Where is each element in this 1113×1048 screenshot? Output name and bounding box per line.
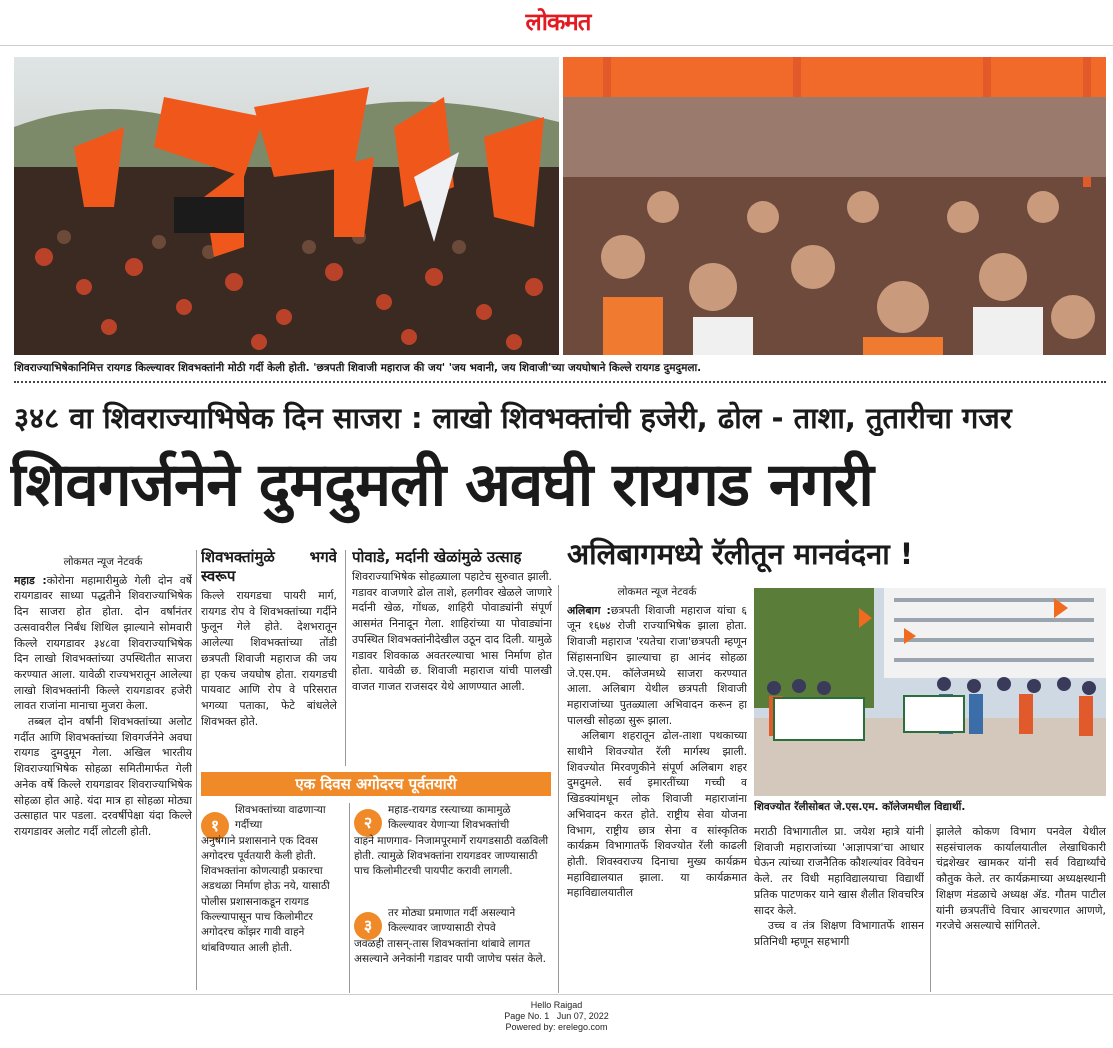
story-paragraph: तब्बल दोन वर्षांनी शिवभक्तांच्या अलोट गर्दीत आणि शिवभक्तांच्या शिवगर्जनेने अवघा रायगड दुमदुमून गेला. अखिल भारतीय शिवराज्याभिषेक सोहळा समितीमार्फत गेली अनेक वर्षे किल्ले रायगडावर शिवराज्याभिषेक सोहळा होत आहे. यंदा मात्र हा सोहळा मोठ्या उत्साहात पार पडला. दरवर्षीपेक्षा यंदा किल्ले रायगडावर अलोट गर्दी लोटली होती. (14, 715, 192, 838)
dateline: अलिबाग : (567, 603, 611, 617)
rally-illustration (754, 588, 1106, 796)
preparation-banner: एक दिवस अगोदरच पूर्वतयारी (201, 772, 551, 796)
story-paragraph: झालेले कोकण विभाग पनवेल येथील सहसंचालक कार्यालयातील लेखाधिकारी चंद्रशेखर खामकर यांनी सर्व विद्यार्थ्यांचे कौतुक केले. तर कार्यक्रमाच्या अध्यक्षस्थानी शिक्षण मंडळाचे अध्यक्ष ॲड. गौतम पाटील यांनी छत्रपतींचे विचार आचरणात आणणे, गरजेचे असल्याचे सांगितले. (936, 825, 1106, 933)
story-paragraph: मराठी विभागातील प्रा. जयेश म्हात्रे यांनी शिवाजी महाराजांच्या 'आज्ञापत्रा'चा आधार घेऊन त्यांच्या राजनैतिक कौशल्यांवर विवेचन केले. तर विधी महाविद्यालयाचा विद्यार्थी प्रतिक पाटणकर याने खास शैलीत शिवचरित्र सादर केले. (754, 825, 924, 917)
story-paragraph: अलिबाग शहरातून ढोल-ताशा पथकाच्या साथीने शिवज्योत रॅली मार्गस्थ झाली. शिवज्योत मिरवणुकीने संपूर्ण अलिबाग शहर दुमदुमले. सर्व इमारतींच्या गच्ची व खिडक्यांमधून लोक शिवाजी महाराजांना अभिवादन करत होते. राष्ट्रीय सेवा योजना विभाग, राष्ट्रीय छात्र सेना व सांस्कृतिक कार्यक्रम विभागातर्फे शिवज्योत रॅली काढली होती. शिवस्वराज्य दिनाचा मुख्य कार्यक्रम महाविद्यालयात झाला. या कार्यक्रमात महाविद्यालयातील (567, 729, 747, 900)
number-badge-3: ३ (354, 912, 382, 940)
footer-page-date: Page No. 1 Jun 07, 2022 (504, 1011, 609, 1021)
rally-photo-caption: शिवज्योत रॅलीसोबत जे.एस.एम. कॉलेजमधील विद्यार्थी. (754, 801, 966, 813)
column-rule (196, 550, 197, 990)
byline: लोकमत न्यूज नेटवर्क (63, 556, 143, 568)
raigad-crowd-photo (14, 57, 559, 355)
mahad-story-column (14, 555, 192, 990)
jsm-college-column-2 (936, 824, 1106, 994)
preparation-item-2: महाड-रायगड रस्त्याच्या कामामुळे किल्ल्यावर येणाऱ्या शिवभक्तांची वाहने माणगाव- निजामपूरमार्गे रायगडसाठी वळविली होती. त्यामुळे शिवभक्तांना रायगडवर जाण्यासाठी पाच किलोमीटरची पायपीट करावी लागली. (354, 804, 549, 878)
story-paragraph: उच्च व तंत्र शिक्षण विभागातर्फे शासन प्रतिनिधी म्हणून सहभागी (754, 919, 924, 948)
page-footer (0, 1000, 1113, 1033)
story-paragraph: अलिबाग :छत्रपती शिवाजी महाराज यांचा ६ जून १६७४ रोजी राज्याभिषेक झाला होता. शिवाजी महाराज 'रयतेचा राजा'छत्रपती म्हणून सिंहासनाधिन झाल्याचा हा आनंद सोहळा जे.एस.एम. कॉलेजमध्ये साजरा करण्यात आला. अलिबाग येथील छत्रपती शिवाजी महाराजांच्या पुतळ्याला अभिवादन करून हा पालखी सोहळा सुरू झाला. (567, 603, 747, 727)
story-paragraph: शिवराज्याभिषेक सोहळ्याला पहाटेच सुरुवात झाली. गडावर वाजणारे ढोल ताशे, हलगीवर खेळले जाणारे मर्दानी खेळ, गोंधळ, शाहिरी पोवाड्यांनी संपूर्ण आसमंत निनादून गेला. शाहिरांच्या या पोवाड्यांना उपस्थित शिवभक्तांनीदेखील उठून दाद दिली. यामुळे गडावर शिवकाळ अवतरल्याचा भास निर्माण होत होता. यावेळी छ. शिवाजी महाराज यांची पालखी वाजत गाजत राजसदर येथे आणण्यात आली. (352, 570, 552, 693)
main-headline: शिवगर्जनेने दुमदुमली अवघी रायगड नगरी (10, 450, 873, 520)
footer-divider (0, 994, 1113, 995)
alibag-story-column (567, 585, 747, 995)
section-heading: शिवभक्तांमुळे भगवे स्वरूप (201, 548, 337, 585)
column-rule (930, 824, 931, 992)
byline: लोकमत न्यूज नेटवर्क (617, 586, 697, 598)
rally-photo (754, 588, 1106, 796)
caption-divider (14, 381, 1106, 383)
preparation-item-3: तर मोठ्या प्रमाणात गर्दी असल्याने किल्ल्यावर जाण्यासाठी रोपवे जवळही तासन्-तास शिवभक्तांना थांबावे लागत असल्याने अनेकांनी गडावर पायी जाणेच पसंत केले. (354, 907, 546, 965)
jsm-college-column-1 (754, 824, 924, 994)
column-rule (349, 803, 350, 993)
footer-powered-by[interactable]: Powered by: erelego.com (505, 1022, 608, 1032)
number-badge-2: २ (354, 809, 382, 837)
kicker-headline: ३४८ वा शिवराज्याभिषेक दिन साजरा : लाखो शिवभक्तांची हजेरी, ढोल - ताशा, तुतारीचा गजर (14, 401, 1012, 435)
story-paragraph: महाड :कोरोना महामारीमुळे गेली दोन वर्षे रायगडावर साध्या पद्धतीने शिवराज्याभिषेक दिन साजरा होत होता. दोन वर्षांनंतर उत्सवावरील निर्बंध शिथिल झाल्याने सोमवारी किल्ले रायगडावर ३४८वा शिवराज्याभिषेक दिन लाखो शिवभक्तांच्या उपस्थितीत साजरा करण्यात आला. यावेळी राज्यभरातून आलेल्या लाखो शिवभक्तांनी किल्ले रायगडावर हजेरी लावत राजांना मानाचा मुजरा केला. (14, 573, 192, 713)
devotees-column (201, 548, 337, 766)
footer-edition: Hello Raigad (530, 1000, 583, 1010)
pandal-crowd-photo (563, 57, 1106, 355)
masthead (0, 0, 1113, 46)
pandal-crowd-illustration (563, 57, 1106, 355)
powade-column (352, 548, 552, 766)
top-photo-caption: शिवराज्याभिषेकानिमित्त रायगड किल्ल्यावर शिवभक्तांनी मोठी गर्दी केली होती. 'छत्रपती शिवाजी महाराज की जय' 'जय भवानी, जय शिवाजी'च्या जयघोषाने किल्ले रायगड दुमदुमला. (14, 362, 702, 374)
number-badge-1: १ (201, 812, 229, 840)
section-heading: पोवाडे, मर्दानी खेळांमुळे उत्साह (352, 548, 522, 566)
story-paragraph: किल्ले रायगडचा पायरी मार्ग, रायगड रोप वे शिवभक्तांच्या गर्दीने फुलून गेले होते. देशभरातून आलेल्या शिवभक्तांच्या तोंडी छत्रपती शिवाजी महाराज की जय हा एकच जयघोष होता. रायगडची पायवाट आणि रोप वे परिसरात भगव्या पताका, फेटे बांधलेले शिवभक्त होते. (201, 589, 337, 728)
column-rule (345, 550, 346, 766)
column-rule (558, 585, 559, 993)
raigad-crowd-illustration (14, 57, 559, 355)
dateline: महाड : (14, 573, 47, 587)
lokmat-logo: लोकमत (525, 7, 591, 36)
preparation-item-1: शिवभक्तांच्या वाढणाऱ्या गर्दीच्या अनुषंगाने प्रशासनाने एक दिवस अगोदरच पूर्वतयारी केली होती. शिवभक्तांना कोणत्याही प्रकारचा अडथळा निर्माण होऊ नये, यासाठी पोलीस प्रशासनाकडून रायगड किल्ल्यापासून पाच किलोमीटर अगोदरच कोंझर गावी वाहने थांबविण्यात आली होती. (201, 804, 330, 954)
alibag-subheadline: अलिबागमध्ये रॅलीतून मानवंदना ! (567, 537, 914, 571)
